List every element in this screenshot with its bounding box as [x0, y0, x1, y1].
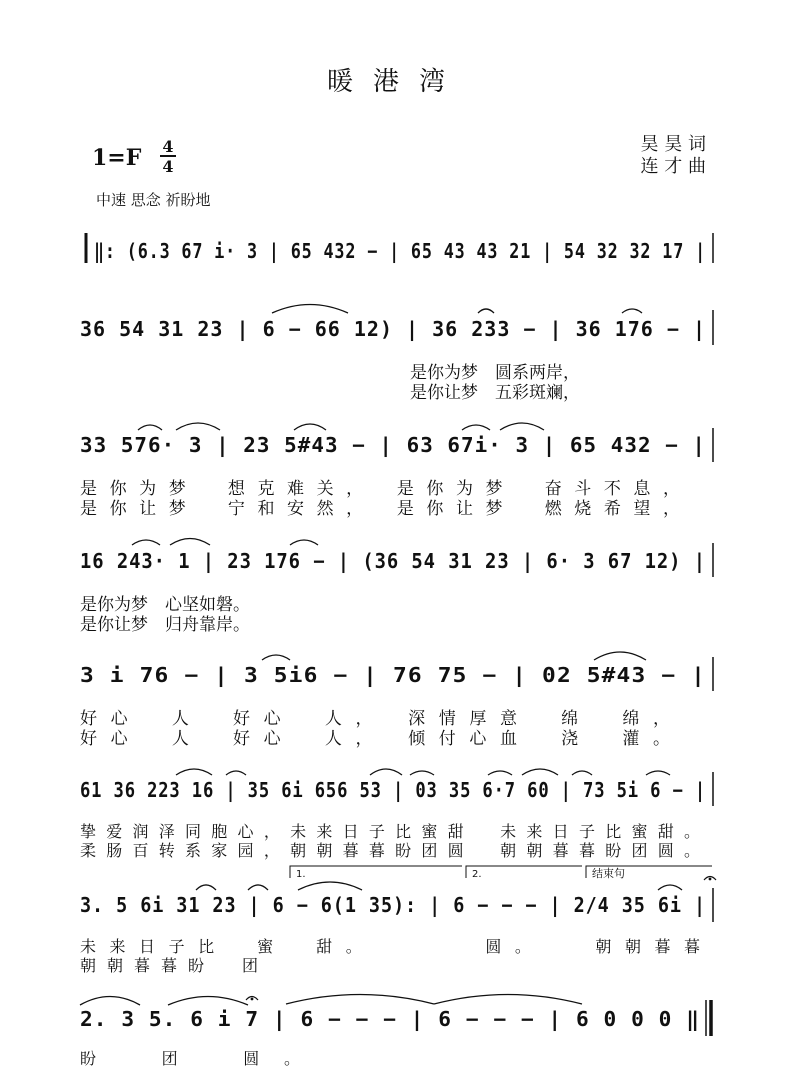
lyricist-credit: 昊 昊 词: [640, 134, 706, 155]
lyric-verse-2: 是你让梦 五彩斑斓，: [410, 383, 580, 403]
notation-line: 2. 3 5. 6 i 7 | 6 − − − | 6 − − − | 6 0 0 0 ‖: [80, 1007, 700, 1031]
volta-label-3: 结束句: [592, 867, 625, 880]
lyric-verse-1: 是你为梦 圆系两岸，: [410, 363, 580, 383]
notation-line: 33 576· 3 | 23 5#43 − | 63 67i· 3 | 65 432 − |: [80, 433, 706, 457]
notation-line: ‖: (6.3 67 i· 3 | 65 432 − | 65 43 43 21 | 54 32 32 17 |: [94, 239, 706, 263]
fermata-dot: [251, 998, 254, 1001]
time-sig-denominator: 4: [162, 157, 174, 176]
notation-line: 16 243· 1 | 23 176 − | (36 54 31 23 | 6· 3 67 12) |: [80, 549, 706, 573]
notation-line: 61 36 223 16 | 35 6i 656 53 | 03 35 6·7 60 | 73 5i 6 − |: [80, 778, 706, 802]
lyric-verse-2: 好心 人 好心 人， 倾付心血 浇 灌。: [80, 729, 670, 749]
fermata-dot: [709, 878, 712, 881]
lyric-verse-2: 柔肠百转系家园，朝朝暮暮盼团圆 朝朝暮暮盼团圆。: [80, 841, 700, 860]
time-sig-numerator: 4: [162, 137, 174, 156]
lyric-verse-2: 是你让梦 归舟靠岸。: [80, 615, 250, 635]
volta-label-2: 2.: [472, 869, 482, 880]
notation-line: 3. 5 6i 31 23 | 6 − 6(1 35): | 6 − − − | 2/4 35 6i |: [80, 893, 706, 917]
volta-label-1: 1.: [296, 869, 306, 880]
lyric-verse-1: 好心 人 好心 人， 深情厚意 绵 绵，: [80, 709, 670, 729]
lyric-verse-1: 挚爱润泽同胞心，未来日子比蜜甜 未来日子比蜜甜。: [80, 822, 700, 841]
song-title: 暖港湾: [326, 67, 466, 97]
lyric-verse-2: 是你让梦 宁和安然， 是你让梦 燃烧希望，: [80, 499, 680, 519]
lyric-verse-1: 盼 团 圆。: [80, 1049, 300, 1068]
lyric-verse-1: 是你为梦 心坚如磐。: [80, 595, 250, 615]
key-signature: 1=F: [92, 145, 142, 171]
composer-credit: 连 才 曲: [640, 156, 706, 177]
lyric-verse-1: 未来日子比 蜜 甜。 圆。 朝朝暮暮: [80, 937, 701, 956]
notation-line: 36 54 31 23 | 6 − 66 12) | 36 233 − | 36 176 − |: [80, 317, 706, 341]
lyric-verse-1: 是你为梦 想克难关， 是你为梦 奋斗不息，: [80, 479, 680, 499]
notation-line: 3 i 76 − | 3 5i6 − | 76 75 − | 02 5#43 − |: [80, 663, 706, 687]
tempo-marking: 中速 思念 祈盼地: [96, 191, 211, 209]
lyric-verse-2: 朝朝暮暮盼 团: [80, 956, 258, 975]
